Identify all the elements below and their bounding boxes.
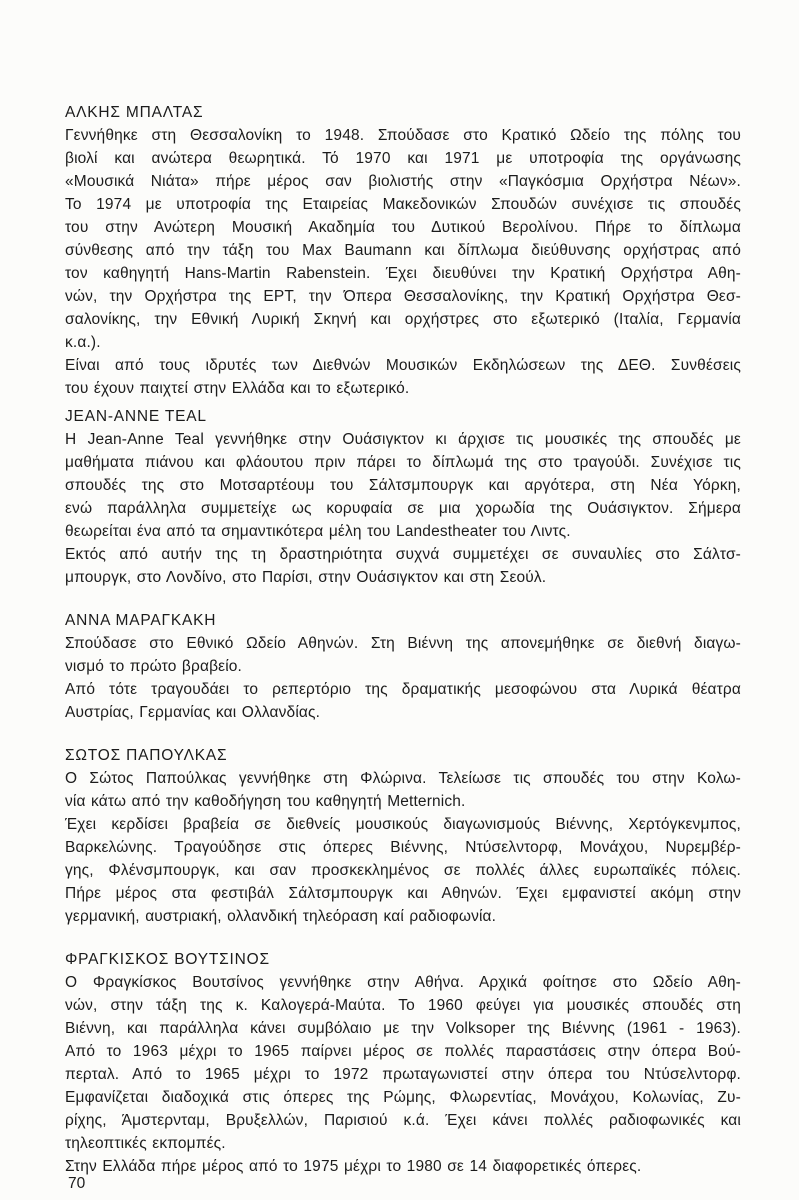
text-line: Γεννήθηκε στη Θεσσαλονίκη το 1948. Σπούδασε στο Κρατικό Ωδείο της πόλης του	[65, 127, 741, 144]
text-line: τηλεοπτικές εκπομπές.	[65, 1135, 226, 1152]
section-heading: ΑΛΚΗΣ ΜΠΑΛΤΑΣ	[65, 104, 204, 121]
text-line: του έχουν παιχτεί στην Ελλάδα και το εξωτερικό.	[65, 380, 410, 397]
text-line: νισμό το πρώτο βραβείο.	[65, 658, 243, 675]
section-heading: ΑΝΝΑ ΜΑΡΑΓΚΑΚΗ	[65, 612, 217, 629]
text-line: νών, στην τάξη της κ. Καλογερά-Μαύτα. Το 1960 φεύγει για μουσικές σπουδές στη	[65, 997, 741, 1014]
text-line: Βαρκελώνης. Τραγούδησε στις όπερες Βιέννης, Ντύσελντορφ, Μονάχου, Νυρεμβέρ-	[65, 839, 741, 856]
text-line: Αυστρίας, Γερμανίας και Ολλανδίας.	[65, 704, 321, 721]
paragraph	[65, 632, 741, 678]
paragraph	[65, 678, 741, 724]
bio-section	[65, 948, 741, 1178]
text-line: Εκτός από αυτήν της τη δραστηριότητα συχνά συμμετέχει σε συναυλίες στο Σάλτσ-	[65, 546, 741, 563]
text-line: Ο Φραγκίσκος Βουτσίνος γεννήθηκε στην Αθήνα. Αρχικά φοίτησε στο Ωδείο Αθη-	[65, 974, 741, 991]
text-line: Είναι από τους ιδρυτές των Διεθνών Μουσικών Εκδηλώσεων της ΔΕΘ. Συνθέσεις	[65, 357, 741, 374]
page-number: 70	[68, 1175, 86, 1192]
bio-section	[65, 609, 741, 724]
text-line: σαλονίκης, την Εθνική Λυρική Σκηνή και ορχήστρες στο εξωτερικό (Ιταλία, Γερμανία	[65, 311, 741, 328]
text-line: Η Jean-Anne Teal γεννήθηκε στην Ουάσιγκτον κι άρχισε τις μουσικές της σπουδές με	[65, 431, 741, 448]
text-line: Στην Ελλάδα πήρε μέρος από το 1975 μέχρι το 1980 σε 14 διαφορετικές όπερες.	[65, 1158, 642, 1175]
paragraph	[65, 543, 741, 589]
paragraph	[65, 813, 741, 928]
text-line: γερμανική, αυστριακή, ολλανδική τηλεόραση καί ραδιοφωνία.	[65, 908, 497, 925]
text-line: Βιέννη, και παράλληλα κάνει συμβόλαιο με την Volksoper της Βιέννης (1961 - 1963).	[65, 1020, 741, 1037]
text-block	[65, 101, 741, 1178]
text-line: «Μουσικά Νιάτα» πήρε μέρος σαν βιολιστής στην «Παγκόσμια Ορχήστρα Νέων».	[65, 173, 741, 190]
text-line: γης, Φλένσμπουργκ, και σαν προσκεκλημένος σε πολλές άλλες ευρωπαϊκές πόλεις.	[65, 862, 741, 879]
text-line: Εμφανίζεται διαδοχικά στις όπερες της Ρώμης, Φλωρεντίας, Μονάχου, Κολωνίας, Ζυ-	[65, 1089, 741, 1106]
text-line: Ο Σώτος Παπούλκας γεννήθηκε στη Φλώρινα. Τελείωσε τις σπουδές του στην Κολω-	[65, 770, 741, 787]
text-line: του στην Ανώτερη Μουσική Ακαδημία του Δυτικού Βερολίνου. Πήρε το δίπλωμα	[65, 219, 741, 236]
paragraph	[65, 971, 741, 1155]
section-heading: JEAN-ANNE TEAL	[65, 408, 207, 425]
text-line: περταλ. Από το 1965 μέχρι το 1972 πρωταγωνιστεί στην όπερα του Ντύσελντορφ.	[65, 1066, 741, 1083]
text-line: νών, την Ορχήστρα της ΕΡΤ, την Όπερα Θεσσαλονίκης, την Κρατική Ορχήστρα Θεσ-	[65, 288, 741, 305]
text-line: Σπούδασε στο Εθνικό Ωδείο Αθηνών. Στη Βιέννη της απονεμήθηκε σε διεθνή διαγω-	[65, 635, 741, 652]
text-line: μαθήματα πιάνου και φλάουτου πριν πάρει το δίπλωμά της στο τραγούδι. Συνέχισε τις	[65, 454, 741, 471]
text-line: ρίχης, Άμστερνταμ, Βρυξελλών, Παρισιού κ.ά. Έχει κάνει πολλές ραδιοφωνικές και	[65, 1112, 741, 1129]
text-line: σύνθεσης από την τάξη του Max Baumann και δίπλωμα διεύθυνσης ορχήστρας από	[65, 242, 741, 259]
text-line: σπουδές της στο Μοτσαρτέουμ του Σάλτσμπουργκ και αργότερα, στη Νέα Υόρκη,	[65, 477, 741, 494]
section-heading: ΣΩΤΟΣ ΠΑΠΟΥΛΚΑΣ	[65, 747, 228, 764]
text-line: νία κάτω από την καθοδήγηση του καθηγητή Metternich.	[65, 793, 466, 810]
text-line: Έχει κερδίσει βραβεία σε διεθνείς μουσικούς διαγωνισμούς Βιέννης, Χερτόγκενμπος,	[65, 816, 741, 833]
bio-section	[65, 744, 741, 928]
text-line: Το 1974 με υποτροφία της Εταιρείας Μακεδονικών Σπουδών συνέχισε τις σπουδές	[65, 196, 741, 213]
section-heading: ΦΡΑΓΚΙΣΚΟΣ ΒΟΥΤΣΙΝΟΣ	[65, 951, 270, 968]
text-line: Πήρε μέρος στα φεστιβάλ Σάλτσμπουργκ και Αθηνών. Έχει εμφανιστεί ακόμη στην	[65, 885, 741, 902]
text-line: κ.α.).	[65, 334, 101, 351]
text-line: θεωρείται ένα από τα σημαντικότερα μέλη του Landestheater του Λιντς.	[65, 523, 571, 540]
paragraph	[65, 428, 741, 543]
paragraph	[65, 1155, 741, 1178]
bio-section	[65, 405, 741, 589]
text-line: ενώ παράλληλα συμμετείχε ως κορυφαία σε μια χορωδία της Ουάσιγκτον. Σήμερα	[65, 500, 741, 517]
bio-section	[65, 101, 741, 400]
text-line: μπουργκ, στο Λονδίνο, στο Παρίσι, στην Ουάσιγκτον και στη Σεούλ.	[65, 569, 547, 586]
paragraph	[65, 124, 741, 354]
text-line: Από το 1963 μέχρι το 1965 παίρνει μέρος σε πολλές παραστάσεις στην όπερα Βού-	[65, 1043, 741, 1060]
paragraph	[65, 354, 741, 400]
text-line: βιολί και ανώτερα θεωρητικά. Τό 1970 και 1971 με υποτροφία της οργάνωσης	[65, 150, 741, 167]
paragraph	[65, 767, 741, 813]
text-line: τον καθηγητή Hans-Martin Rabenstein. Έχει διευθύνει την Κρατική Ορχήστρα Αθη-	[65, 265, 741, 282]
text-line: Από τότε τραγουδάει το ρεπερτόριο της δραματικής μεσοφώνου στα Λυρικά θέατρα	[65, 681, 741, 698]
